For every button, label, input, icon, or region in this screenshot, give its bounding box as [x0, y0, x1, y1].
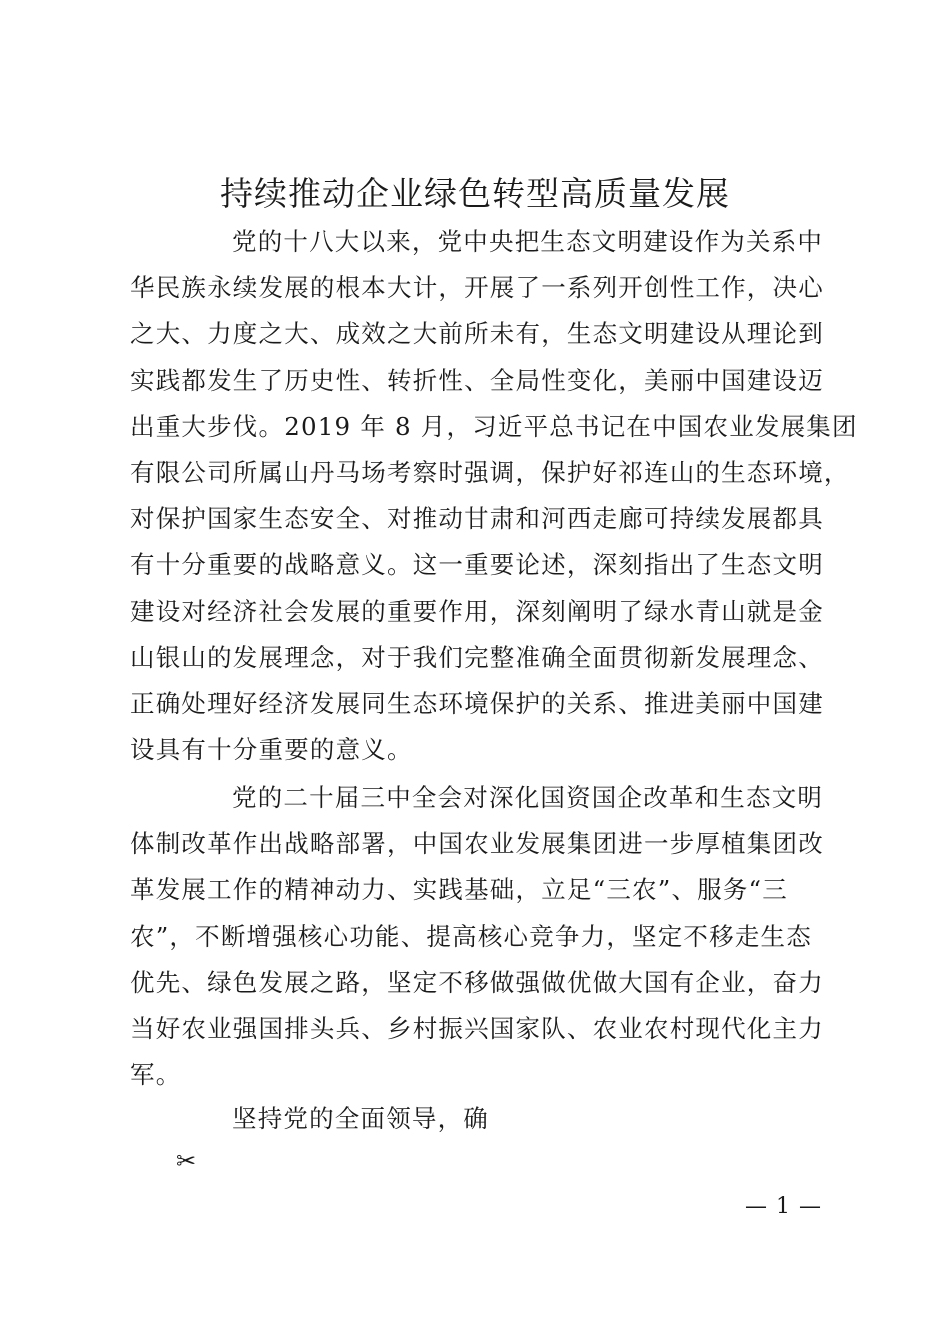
paragraph-line: 正确处理好经济发展同生态环境保护的关系、推进美丽中国建 — [130, 689, 824, 719]
paragraph-line: 建设对经济社会发展的重要作用，深刻阐明了绿水青山就是金 — [130, 596, 824, 626]
paragraph-line: 华民族永续发展的根本大计，开展了一系列开创性工作，决心 — [130, 273, 824, 303]
paragraph-line: 体制改革作出战略部署，中国农业发展集团进一步厚植集团改 — [130, 829, 824, 859]
paragraph-line: 革发展工作的精神动力、实践基础，立足“三农”、服务“三 — [130, 875, 788, 905]
paragraph-line: 之大、力度之大、成效之大前所未有，生态文明建设从理论到 — [130, 319, 824, 349]
paragraph-line: 实践都发生了历史性、转折性、全局性变化，美丽中国建设迈 — [130, 365, 824, 395]
paragraph-line: 对保护国家生态安全、对推动甘肃和河西走廊可持续发展都具 — [130, 504, 824, 534]
paragraph-line: 军。 — [130, 1060, 182, 1090]
paragraph-line: 当好农业强国排头兵、乡村振兴国家队、农业农村现代化主力 — [130, 1014, 824, 1044]
paragraph-3 — [130, 1096, 820, 1142]
paragraph-line: 有限公司所属山丹马场考察时强调，保护好祁连山的生态环境， — [130, 458, 850, 488]
paragraph-line: 设具有十分重要的意义。 — [130, 735, 413, 765]
paragraph-line: 党的二十届三中全会对深化国资国企改革和生态文明 — [232, 783, 824, 812]
document-title: 持续推动企业绿色转型高质量发展 — [220, 174, 730, 213]
paragraph-line: 农”，不断增强核心功能、提高核心竞争力，坚定不移走生态 — [130, 921, 812, 951]
paragraph-line: 优先、绿色发展之路，坚定不移做强做优做大国有企业，奋力 — [130, 967, 824, 997]
paragraph-2 — [130, 775, 824, 1098]
paragraph-line: 出重大步伐。2019 年 8 月，习近平总书记在中国农业发展集团 — [130, 411, 858, 441]
paragraph-line: 坚持党的全面领导，确 — [232, 1104, 489, 1133]
scissors-icon: ✂ — [176, 1147, 197, 1175]
paragraph-line: 党的十八大以来，党中央把生态文明建设作为关系中 — [232, 227, 824, 256]
page-number: — 1 — — [745, 1194, 822, 1219]
paragraph-line: 山银山的发展理念，对于我们完整准确全面贯彻新发展理念、 — [130, 642, 824, 672]
paragraph-1 — [130, 219, 858, 773]
paragraph-line: 有十分重要的战略意义。这一重要论述，深刻指出了生态文明 — [130, 550, 824, 580]
